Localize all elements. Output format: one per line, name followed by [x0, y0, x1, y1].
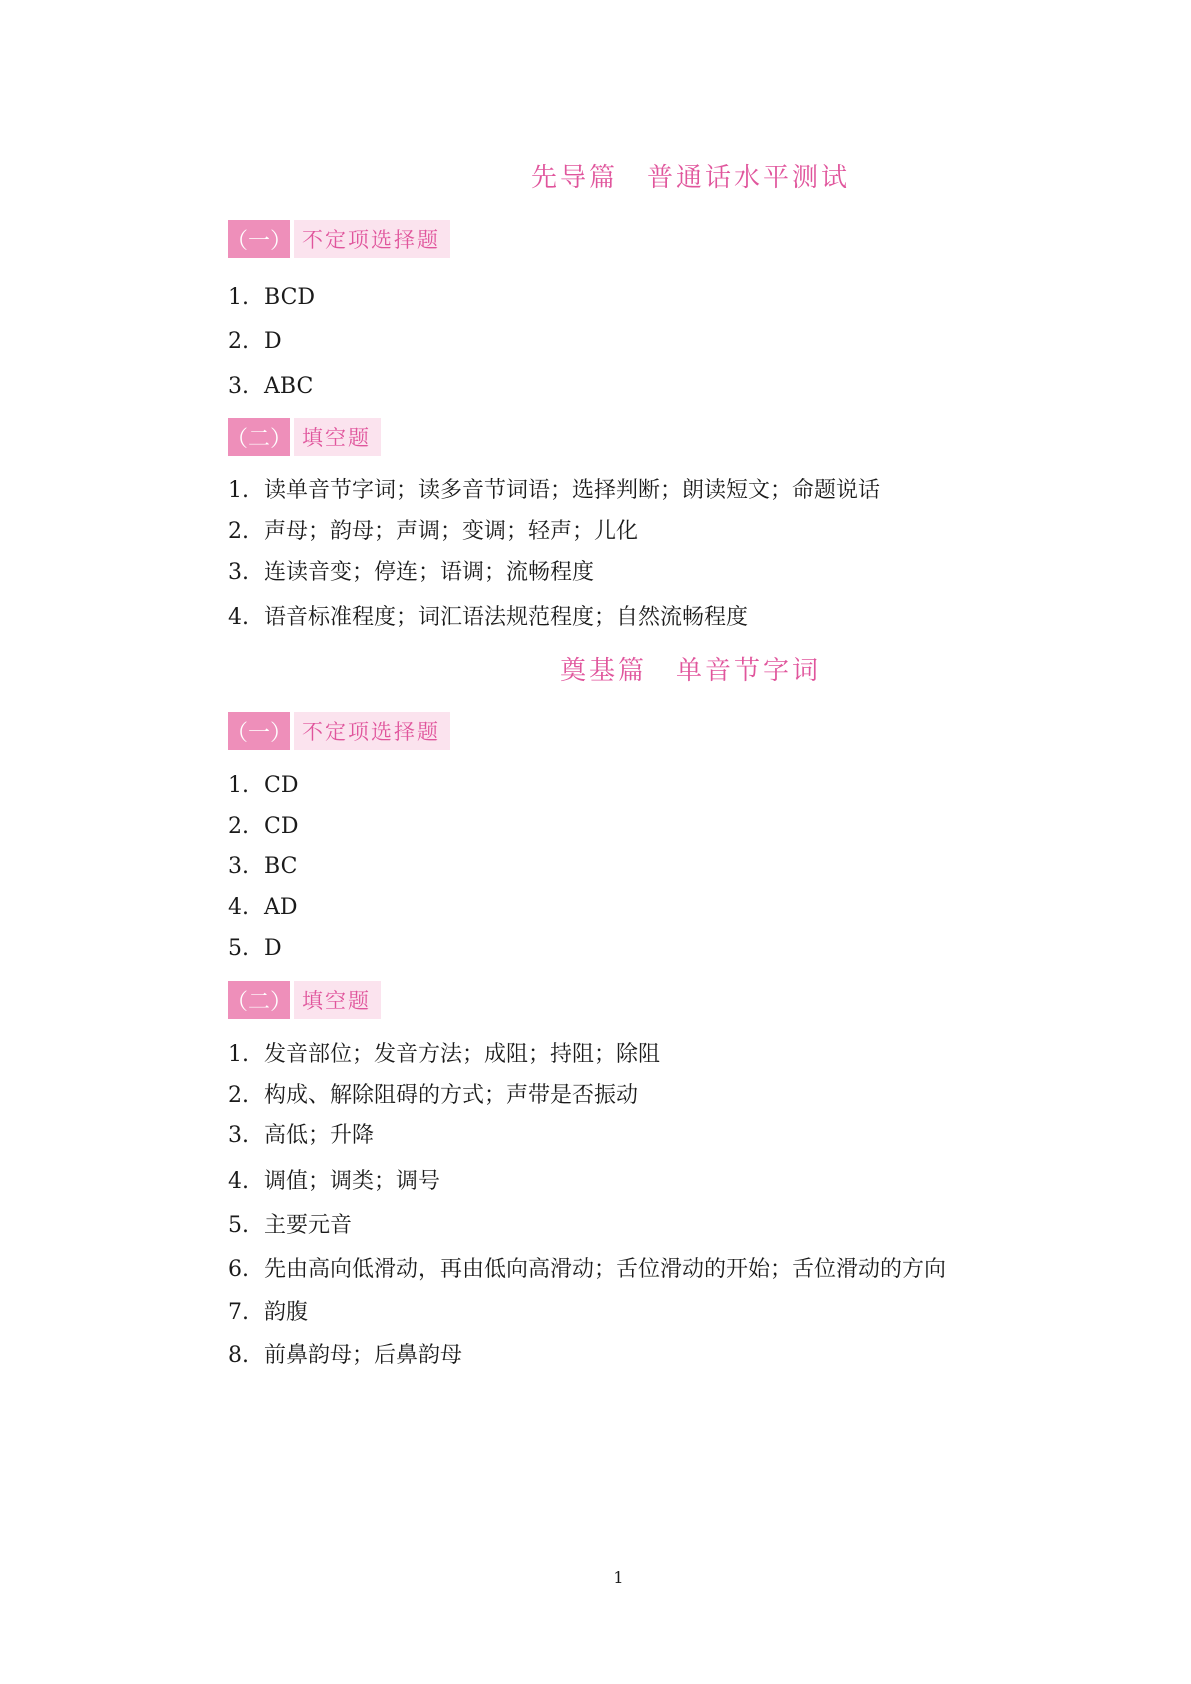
- item-text: 语音标准程度；词汇语法规范程度；自然流畅程度: [264, 605, 749, 630]
- item-number: 4.: [228, 605, 249, 630]
- answer-item: [228, 558, 594, 588]
- item-number: 2.: [228, 814, 249, 839]
- item-number: 4.: [228, 895, 249, 920]
- item-number: 1.: [228, 773, 249, 798]
- section-number: （一）: [228, 220, 290, 258]
- answer-item: [228, 283, 315, 313]
- item-number: 2.: [228, 329, 249, 354]
- answer-item: [228, 893, 298, 923]
- item-text: ABC: [264, 374, 314, 399]
- item-text: 前鼻韵母；后鼻韵母: [264, 1343, 463, 1368]
- item-text: 读单音节字词；读多音节词语；选择判断；朗读短文；命题说话: [264, 478, 881, 503]
- answer-item: [228, 812, 298, 842]
- item-text: 发音部位；发音方法；成阻；持阻；除阻: [264, 1042, 661, 1067]
- item-number: 5.: [228, 1213, 249, 1238]
- section-header-p2-s2: [228, 981, 381, 1019]
- section-label: 填空题: [294, 418, 381, 456]
- item-text: 声母；韵母；声调；变调；轻声；儿化: [264, 519, 639, 544]
- item-text: D: [264, 329, 282, 354]
- answer-item: [228, 771, 298, 801]
- item-number: 8.: [228, 1343, 249, 1368]
- section-number: （二）: [228, 981, 290, 1019]
- answer-item: [228, 372, 313, 402]
- item-number: 1.: [228, 1042, 249, 1067]
- item-number: 2.: [228, 1083, 249, 1108]
- section-label: 不定项选择题: [294, 712, 450, 750]
- item-number: 2.: [228, 519, 249, 544]
- part-title-2: 奠基篇 单音节字词: [559, 656, 821, 686]
- item-text: 连读音变；停连；语调；流畅程度: [264, 560, 595, 585]
- answer-item: [228, 1298, 308, 1328]
- item-number: 3.: [228, 854, 249, 879]
- section-header-p1-s2: [228, 418, 381, 456]
- item-number: 3.: [228, 374, 249, 399]
- item-text: 构成、解除阻碍的方式；声带是否振动: [264, 1083, 639, 1108]
- section-label: 不定项选择题: [294, 220, 450, 258]
- answer-item: [228, 476, 880, 506]
- answer-item: [228, 1211, 352, 1241]
- item-number: 4.: [228, 1169, 249, 1194]
- item-number: 3.: [228, 1123, 249, 1148]
- item-number: 7.: [228, 1300, 249, 1325]
- item-text: 调值；调类；调号: [264, 1169, 441, 1194]
- item-text: AD: [264, 895, 298, 920]
- answer-item: [228, 327, 282, 357]
- item-number: 3.: [228, 560, 249, 585]
- item-text: BCD: [264, 285, 316, 310]
- answer-item: [228, 1081, 638, 1111]
- answer-item: [228, 517, 638, 547]
- part-title-1: 先导篇 普通话水平测试: [530, 163, 850, 193]
- answer-item: [228, 934, 282, 964]
- item-number: 1.: [228, 285, 249, 310]
- answer-item: [228, 1167, 440, 1197]
- item-text: 主要元音: [264, 1213, 353, 1238]
- item-number: 1.: [228, 478, 249, 503]
- section-number: （一）: [228, 712, 290, 750]
- answer-item: [228, 852, 297, 882]
- page-number: 1: [613, 1568, 624, 1587]
- answer-item: [228, 603, 748, 633]
- item-text: 高低；升降: [264, 1123, 375, 1148]
- answer-item: [228, 1040, 660, 1070]
- answer-item: [228, 1121, 374, 1151]
- answer-item: [228, 1255, 946, 1285]
- item-text: BC: [264, 854, 298, 879]
- section-number: （二）: [228, 418, 290, 456]
- section-header-p1-s1: [228, 220, 450, 258]
- section-label: 填空题: [294, 981, 381, 1019]
- item-text: 先由高向低滑动，再由低向高滑动；舌位滑动的开始；舌位滑动的方向: [264, 1257, 947, 1282]
- item-text: 韵腹: [264, 1300, 309, 1325]
- item-text: CD: [264, 814, 299, 839]
- item-text: D: [264, 936, 282, 961]
- answer-item: [228, 1341, 462, 1371]
- section-header-p2-s1: [228, 712, 450, 750]
- item-number: 5.: [228, 936, 249, 961]
- item-number: 6.: [228, 1257, 249, 1282]
- item-text: CD: [264, 773, 299, 798]
